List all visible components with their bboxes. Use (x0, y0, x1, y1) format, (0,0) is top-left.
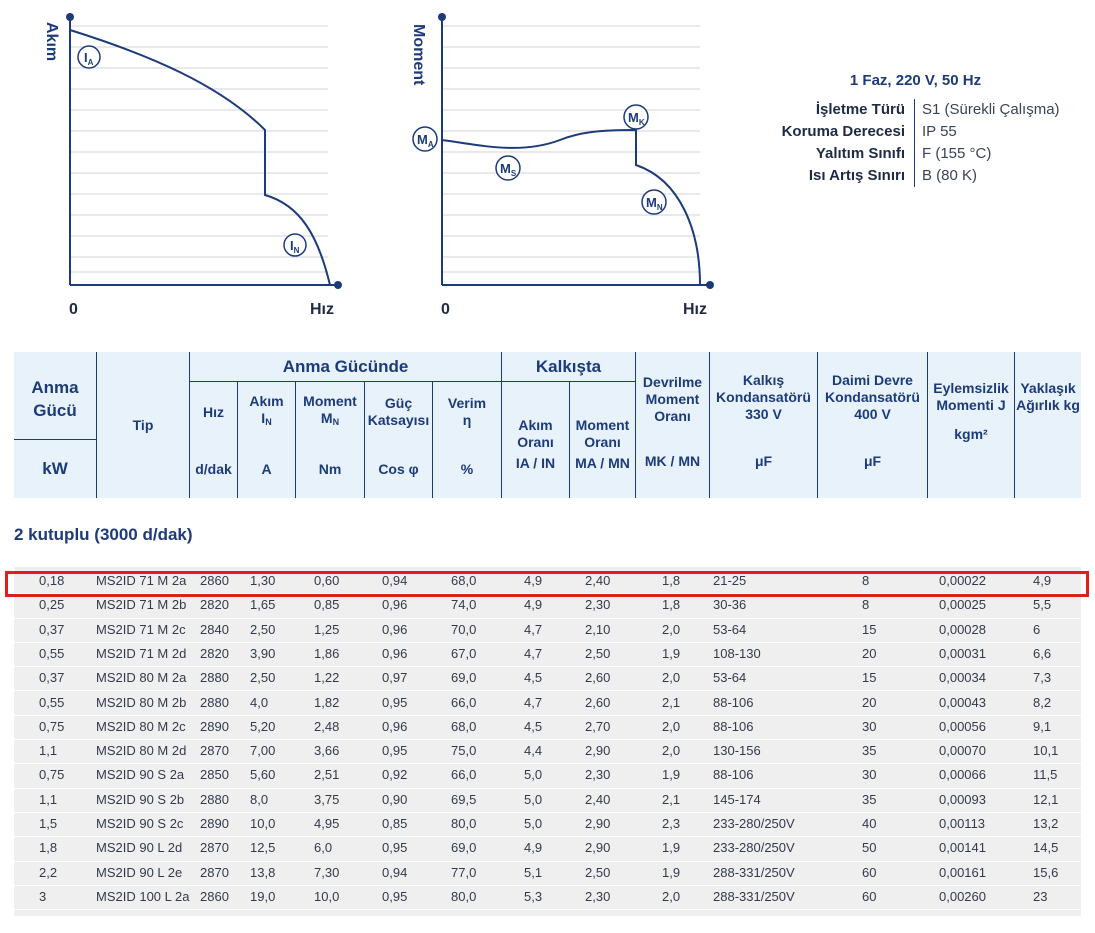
cell-run-capacitor: 15 (862, 670, 877, 686)
cell-current: 13,8 (250, 864, 276, 880)
cell-type: MS2ID 80 M 2c (96, 718, 186, 734)
cell-power: 0,37 (39, 670, 65, 686)
header-guc: Güç Katsayısı (367, 395, 430, 428)
header-group-start: Kalkışta (535, 357, 602, 376)
cell-start-capacitor: 30-36 (713, 597, 747, 613)
cell-breakdown-ratio: 2,0 (662, 621, 681, 637)
cell-efficiency: 70,0 (451, 621, 477, 637)
cell-power: 0,75 (39, 767, 65, 783)
cell-current-ratio: 4,9 (524, 597, 543, 613)
ma-marker (413, 127, 437, 151)
header-akim-orani-ratio: IA / IN (515, 454, 556, 471)
spec-value: B (80 K) (922, 167, 978, 184)
cell-breakdown-ratio: 1,9 (662, 645, 681, 661)
current-x-axis-end (334, 281, 342, 289)
cell-current-ratio: 5,0 (524, 816, 543, 831)
cell-current: 3,90 (250, 645, 276, 661)
table-row (14, 861, 1081, 886)
cell-inertia: 0,00056 (939, 718, 986, 734)
cell-current: 1,30 (250, 573, 276, 588)
current-ylabel: Akım (43, 22, 60, 62)
torque-speed-graph (410, 13, 714, 318)
cell-current-ratio: 5,0 (524, 767, 543, 783)
cell-current: 19,0 (250, 888, 276, 904)
cell-speed: 2870 (200, 840, 229, 856)
mk-sub: K (638, 118, 645, 127)
cell-power-factor: 0,92 (382, 767, 408, 783)
header-divider (14, 439, 96, 440)
header-akim (238, 392, 295, 432)
cell-inertia: 0,00161 (939, 864, 986, 880)
cell-weight: 12,1 (1033, 791, 1059, 807)
header-daimi-unit: μF (863, 452, 882, 469)
cell-inertia: 0,00070 (939, 743, 986, 759)
header-moment-label: Moment (303, 393, 357, 409)
header-kalkis-kondansatoru: Kalkış Kondansatörü 330 V (716, 371, 811, 422)
cell-efficiency: 74,0 (451, 597, 477, 613)
cell-start-capacitor: 88-106 (713, 718, 754, 734)
cell-current-ratio: 5,1 (524, 864, 543, 880)
cell-type: MS2ID 90 S 2c (96, 816, 184, 831)
ms-label: M (500, 161, 511, 176)
header-moment-orani: Moment Oranı (575, 417, 630, 450)
cell-efficiency: 66,0 (451, 767, 477, 783)
header-eylemsizlik-unit: kgm² (954, 425, 988, 442)
cell-breakdown-ratio: 2,3 (662, 816, 681, 831)
cell-run-capacitor: 60 (862, 888, 877, 904)
header-akim-symbol (261, 410, 271, 431)
cell-power: 0,55 (39, 645, 65, 661)
header-agirlik: Yaklaşık Ağırlık kg (1016, 380, 1080, 413)
table-row (14, 715, 1081, 740)
cell-power-factor: 0,94 (382, 864, 408, 880)
akim-sub: N (265, 417, 272, 427)
cell-start-capacitor: 233-280/250V (713, 816, 795, 831)
cell-torque: 6,0 (314, 840, 333, 856)
cell-power-factor: 0,95 (382, 694, 408, 710)
section-title: 2 kutuplu (3000 d/dak) (14, 525, 193, 544)
cell-torque: 10,0 (314, 888, 340, 904)
header-kalkis-unit: μF (754, 452, 773, 469)
moment-sym: M (320, 410, 333, 426)
current-y-axis-end (66, 13, 74, 21)
cell-current-ratio: 4,4 (524, 743, 543, 759)
in-marker (284, 234, 306, 256)
cell-power: 0,37 (39, 621, 65, 637)
cell-inertia: 0,00113 (939, 816, 986, 831)
table-row (14, 836, 1081, 861)
cell-torque-ratio: 2,30 (585, 767, 611, 783)
cell-efficiency: 80,0 (451, 888, 477, 904)
cell-current: 12,5 (250, 840, 276, 856)
header-devrilme: Devrilme Moment Oranı (642, 373, 703, 424)
cell-run-capacitor: 8 (862, 597, 870, 613)
cell-torque: 2,51 (314, 767, 340, 783)
table-row (14, 642, 1081, 667)
cell-weight: 10,1 (1033, 743, 1059, 759)
cell-torque-ratio: 2,90 (585, 743, 611, 759)
cell-torque: 1,82 (314, 694, 340, 710)
ia-marker (78, 46, 100, 68)
cell-torque: 1,86 (314, 645, 340, 661)
cell-speed: 2840 (200, 621, 229, 637)
in-label: I (290, 238, 294, 253)
cell-weight: 13,2 (1033, 816, 1059, 831)
cell-current-ratio: 4,7 (524, 645, 543, 661)
cell-torque: 7,30 (314, 864, 340, 880)
mn-marker (642, 190, 666, 214)
cell-speed: 2870 (200, 743, 229, 759)
cell-weight: 7,3 (1033, 670, 1052, 686)
cell-power-factor: 0,95 (382, 743, 408, 759)
mn-label: M (646, 195, 657, 210)
torque-gridlines (442, 26, 700, 272)
cell-power-factor: 0,96 (382, 718, 408, 734)
current-xlabel: Hız (310, 301, 334, 318)
cell-type: MS2ID 80 M 2a (96, 670, 187, 686)
cell-current-ratio: 4,9 (524, 573, 543, 588)
cell-inertia: 0,00028 (939, 621, 986, 637)
cell-power-factor: 0,97 (382, 670, 408, 686)
selected-row-highlight (5, 571, 1089, 597)
cell-speed: 2860 (200, 573, 229, 588)
cell-power: 0,25 (39, 597, 65, 613)
header-verim-label: Verim (447, 395, 487, 411)
cell-weight: 15,6 (1033, 864, 1059, 880)
cell-power: 0,18 (39, 573, 65, 588)
cell-type: MS2ID 71 M 2b (96, 597, 187, 613)
cell-power-factor: 0,94 (382, 573, 408, 588)
cell-power: 2,2 (39, 864, 58, 880)
header-guc-unit: Cos φ (378, 460, 419, 477)
cell-current-ratio: 4,7 (524, 621, 543, 637)
current-origin: 0 (69, 301, 78, 318)
cell-inertia: 0,00043 (939, 694, 986, 710)
cell-type: MS2ID 80 M 2b (96, 694, 187, 710)
cell-efficiency: 69,0 (451, 840, 477, 856)
cell-run-capacitor: 50 (862, 840, 877, 856)
header-hiz: Hız (203, 403, 224, 420)
spec-value: IP 55 (922, 123, 957, 140)
cell-breakdown-ratio: 1,9 (662, 767, 681, 783)
cell-torque: 3,75 (314, 791, 340, 807)
header-anma-gucu: Anma Gücü (31, 378, 79, 420)
cell-type: MS2ID 100 L 2a (96, 888, 190, 904)
cell-efficiency: 66,0 (451, 694, 477, 710)
cell-current: 2,50 (250, 621, 276, 637)
cell-speed: 2820 (200, 597, 229, 613)
cell-weight: 11,5 (1033, 767, 1058, 783)
cell-breakdown-ratio: 1,9 (662, 864, 681, 880)
cell-torque-ratio: 2,50 (585, 864, 611, 880)
cell-torque: 2,48 (314, 718, 340, 734)
cell-inertia: 0,00066 (939, 767, 986, 783)
cell-torque-ratio: 2,40 (585, 573, 611, 588)
ia-sub: A (87, 58, 94, 67)
cell-power: 0,55 (39, 694, 65, 710)
cell-efficiency: 67,0 (451, 645, 477, 661)
cell-torque-ratio: 2,70 (585, 718, 611, 734)
table-row (14, 691, 1081, 716)
ma-sub: A (427, 140, 434, 149)
table-row (14, 812, 1081, 837)
table-row (14, 885, 1081, 910)
spec-value: S1 (Sürekli Çalışma) (922, 101, 1060, 118)
cell-start-capacitor: 88-106 (713, 767, 754, 783)
header-verim-symbol: η (462, 412, 472, 428)
cell-start-capacitor: 288-331/250V (713, 888, 795, 904)
cell-run-capacitor: 30 (862, 767, 877, 783)
header-akim-unit: A (261, 460, 272, 477)
cell-torque: 1,25 (314, 621, 340, 637)
header-moment-unit: Nm (318, 460, 342, 477)
torque-ylabel: Moment (410, 24, 427, 86)
mk-label: M (628, 110, 639, 125)
header-akim-orani: Akım Oranı (517, 417, 554, 450)
header-hiz-unit: d/dak (195, 460, 232, 477)
cell-current: 7,00 (250, 743, 276, 759)
cell-weight: 9,1 (1033, 718, 1052, 734)
cell-type: MS2ID 90 S 2b (96, 791, 185, 807)
cell-current-ratio: 4,9 (524, 840, 543, 856)
cell-efficiency: 69,0 (451, 670, 477, 686)
cell-torque-ratio: 2,30 (585, 888, 611, 904)
cell-weight: 14,5 (1033, 840, 1059, 856)
cell-type: MS2ID 90 S 2a (96, 767, 185, 783)
current-speed-graph (43, 13, 342, 318)
table-row (14, 763, 1081, 788)
header-moment (296, 392, 364, 432)
cell-current: 8,0 (250, 791, 269, 807)
cell-start-capacitor: 288-331/250V (713, 864, 795, 880)
mn-sub: N (656, 203, 663, 212)
cell-weight: 4,9 (1033, 573, 1052, 588)
cell-run-capacitor: 8 (862, 573, 870, 588)
cell-power: 0,75 (39, 718, 65, 734)
cell-speed: 2870 (200, 864, 229, 880)
cell-power-factor: 0,95 (382, 840, 408, 856)
cell-efficiency: 75,0 (451, 743, 477, 759)
cell-power-factor: 0,95 (382, 888, 408, 904)
cell-power-factor: 0,96 (382, 621, 408, 637)
cell-type: MS2ID 80 M 2d (96, 743, 187, 759)
cell-weight: 6,6 (1033, 645, 1052, 661)
cell-torque: 1,22 (314, 670, 340, 686)
header-moment-symbol (321, 410, 339, 431)
cell-breakdown-ratio: 2,0 (662, 743, 681, 759)
cell-efficiency: 68,0 (451, 573, 477, 588)
cell-current: 4,0 (250, 694, 269, 710)
cell-start-capacitor: 53-64 (713, 670, 747, 686)
cell-current: 10,0 (250, 816, 276, 831)
header-group-rated: Anma Gücünde (282, 357, 409, 376)
cell-current: 2,50 (250, 670, 276, 686)
cell-start-capacitor: 130-156 (713, 743, 761, 759)
cell-breakdown-ratio: 2,1 (662, 791, 681, 807)
cell-inertia: 0,00141 (939, 840, 986, 856)
cell-torque-ratio: 2,60 (585, 694, 611, 710)
cell-type: MS2ID 71 M 2c (96, 621, 186, 637)
cell-torque-ratio: 2,10 (585, 621, 611, 637)
cell-breakdown-ratio: 2,0 (662, 718, 681, 734)
cell-run-capacitor: 60 (862, 864, 877, 880)
cell-power: 1,8 (39, 840, 58, 856)
cell-weight: 6 (1033, 621, 1041, 637)
cell-breakdown-ratio: 2,1 (662, 694, 681, 710)
cell-speed: 2880 (200, 694, 229, 710)
cell-power-factor: 0,96 (382, 645, 408, 661)
cell-speed: 2850 (200, 767, 229, 783)
cell-breakdown-ratio: 2,0 (662, 888, 681, 904)
table-header (14, 352, 1081, 498)
cell-run-capacitor: 40 (862, 816, 877, 831)
spec-label: Isı Artış Sınırı (808, 167, 905, 184)
cell-current-ratio: 5,0 (524, 791, 543, 807)
cell-torque-ratio: 2,90 (585, 840, 611, 856)
torque-y-axis-end (438, 13, 446, 21)
akim-sym: I (261, 410, 266, 426)
header-eylemsizlik: Eylemsizlik Momenti J (933, 380, 1009, 413)
cell-torque-ratio: 2,60 (585, 670, 611, 686)
table-row (14, 739, 1081, 764)
in-sub: N (293, 246, 300, 255)
cell-speed: 2890 (200, 718, 229, 734)
cell-weight: 23 (1033, 888, 1048, 904)
moment-sub: N (332, 417, 340, 427)
header-verim (433, 392, 501, 432)
cell-breakdown-ratio: 1,8 (662, 597, 681, 613)
cell-run-capacitor: 15 (862, 621, 877, 637)
cell-start-capacitor: 21-25 (713, 573, 747, 588)
torque-origin: 0 (441, 301, 450, 318)
cell-inertia: 0,00022 (939, 573, 986, 588)
cell-power: 1,1 (39, 791, 58, 807)
cell-type: MS2ID 71 M 2d (96, 645, 187, 661)
cell-efficiency: 68,0 (451, 718, 477, 734)
header-devrilme-ratio: MK / MN (644, 452, 701, 469)
ia-label: I (84, 50, 88, 65)
header-tip: Tip (132, 416, 154, 433)
ms-marker (496, 156, 520, 180)
cell-start-capacitor: 145-174 (713, 791, 761, 807)
cell-start-capacitor: 88-106 (713, 694, 754, 710)
cell-inertia: 0,00034 (939, 670, 986, 686)
cell-current-ratio: 4,5 (524, 718, 543, 734)
cell-type: MS2ID 90 L 2e (96, 864, 183, 880)
motor-specs (740, 72, 1085, 187)
cell-start-capacitor: 233-280/250V (713, 840, 795, 856)
cell-inertia: 0,00031 (939, 645, 986, 661)
cell-speed: 2860 (200, 888, 229, 904)
cell-torque: 0,60 (314, 573, 340, 588)
cell-run-capacitor: 20 (862, 694, 877, 710)
cell-power: 3 (39, 888, 47, 904)
cell-speed: 2880 (200, 670, 229, 686)
header-divider (189, 381, 635, 382)
cell-efficiency: 69,5 (451, 791, 477, 807)
cell-run-capacitor: 20 (862, 645, 877, 661)
header-akim-label: Akım (249, 393, 284, 409)
cell-run-capacitor: 35 (862, 791, 877, 807)
cell-torque-ratio: 2,30 (585, 597, 611, 613)
header-kw: kW (42, 458, 68, 478)
specs-grid (740, 99, 1085, 187)
cell-speed: 2820 (200, 645, 229, 661)
cell-power: 1,5 (39, 816, 58, 831)
cell-breakdown-ratio: 1,8 (662, 573, 681, 588)
cell-power-factor: 0,85 (382, 816, 408, 831)
cell-efficiency: 80,0 (451, 816, 477, 831)
table-body (14, 567, 1081, 916)
cell-breakdown-ratio: 2,0 (662, 670, 681, 686)
cell-current: 5,20 (250, 718, 276, 734)
cell-efficiency: 77,0 (451, 864, 477, 880)
cell-run-capacitor: 35 (862, 743, 877, 759)
cell-torque: 3,66 (314, 743, 340, 759)
cell-run-capacitor: 30 (862, 718, 877, 734)
header-daimi-kondansatoru: Daimi Devre Kondansatörü 400 V (825, 371, 920, 422)
cell-inertia: 0,00025 (939, 597, 986, 613)
header-moment-orani-ratio: MA / MN (575, 454, 630, 471)
cell-current: 5,60 (250, 767, 276, 783)
header-verim-unit: % (460, 460, 474, 477)
cell-torque-ratio: 2,90 (585, 816, 611, 831)
cell-inertia: 0,00093 (939, 791, 986, 807)
table-row (14, 593, 1081, 618)
cell-current-ratio: 4,7 (524, 694, 543, 710)
cell-start-capacitor: 108-130 (713, 645, 761, 661)
spec-value: F (155 °C) (922, 145, 992, 162)
cell-current-ratio: 4,5 (524, 670, 543, 686)
ms-sub: S (510, 169, 517, 178)
torque-xlabel: Hız (683, 301, 707, 318)
cell-torque-ratio: 2,50 (585, 645, 611, 661)
cell-type: MS2ID 90 L 2d (96, 840, 183, 856)
table-row (14, 788, 1081, 813)
cell-speed: 2880 (200, 791, 229, 807)
table-row (14, 618, 1081, 643)
cell-current-ratio: 5,3 (524, 888, 543, 904)
mk-marker (624, 105, 648, 129)
cell-inertia: 0,00260 (939, 888, 986, 904)
spec-label: Koruma Derecesi (781, 123, 905, 140)
table-row (14, 666, 1081, 691)
torque-x-axis-end (706, 281, 714, 289)
cell-speed: 2890 (200, 816, 229, 831)
cell-torque: 0,85 (314, 597, 340, 613)
spec-label: İşletme Türü (815, 101, 905, 118)
cell-power-factor: 0,90 (382, 791, 408, 807)
cell-breakdown-ratio: 1,9 (662, 840, 681, 856)
cell-weight: 5,5 (1033, 597, 1052, 613)
specs-title: 1 Faz, 220 V, 50 Hz (849, 72, 982, 89)
cell-power-factor: 0,96 (382, 597, 408, 613)
cell-start-capacitor: 53-64 (713, 621, 747, 637)
cell-power: 1,1 (39, 743, 58, 759)
cell-torque-ratio: 2,40 (585, 791, 611, 807)
cell-type: MS2ID 71 M 2a (96, 573, 187, 588)
spec-label: Yalıtım Sınıfı (815, 145, 905, 162)
cell-torque: 4,95 (314, 816, 340, 831)
cell-weight: 8,2 (1033, 694, 1052, 710)
ma-label: M (417, 132, 428, 147)
cell-current: 1,65 (250, 597, 276, 613)
